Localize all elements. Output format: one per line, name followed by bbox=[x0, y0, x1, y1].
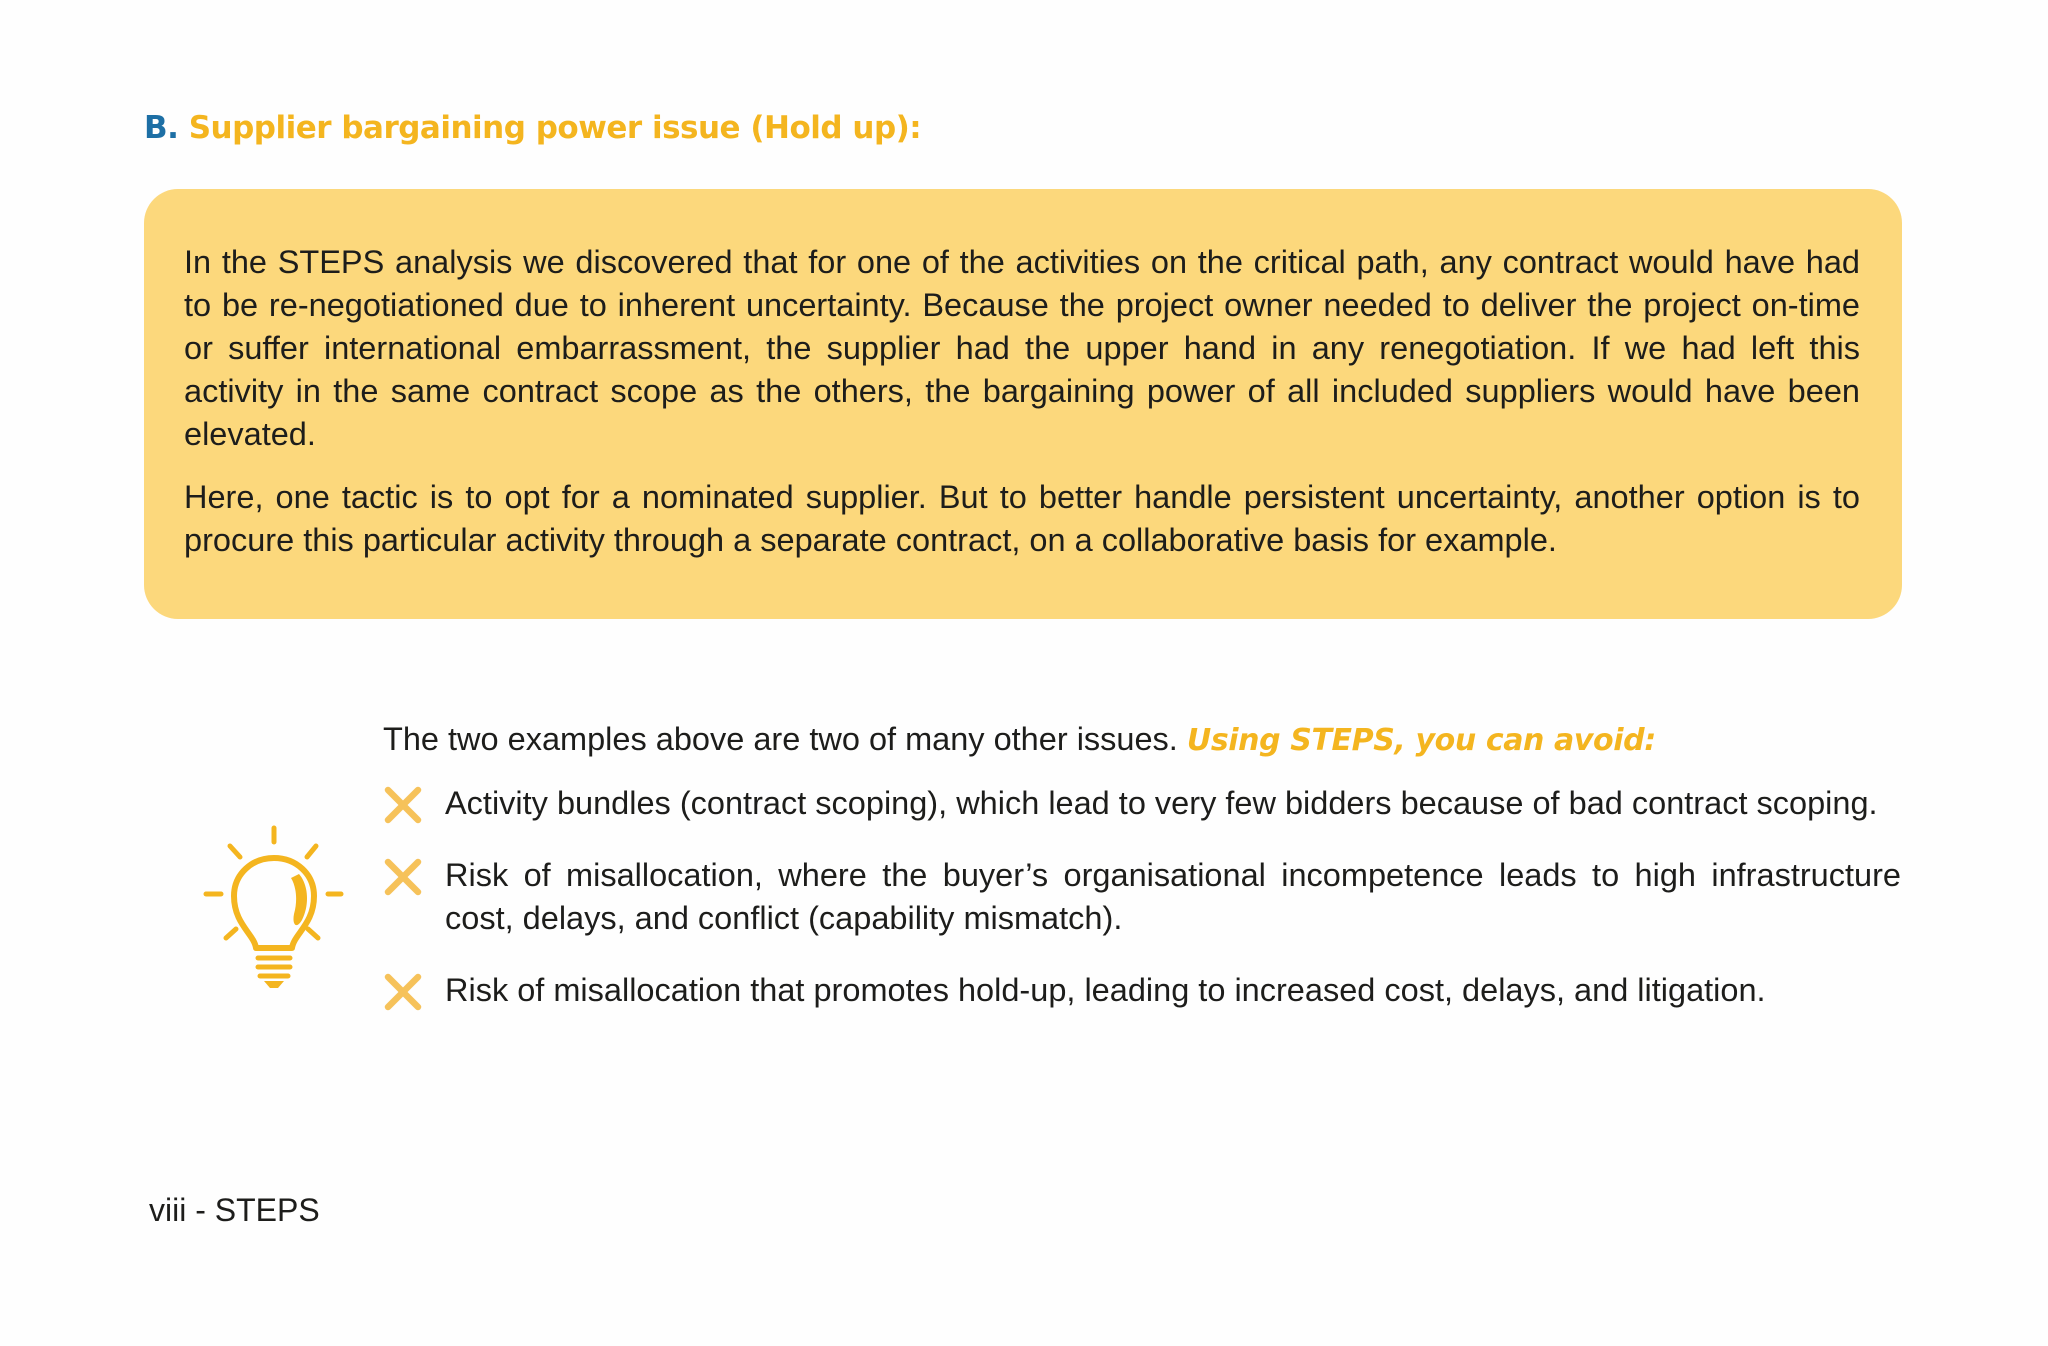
list-item-text: Risk of misallocation that promotes hold-up, leading to increased cost, delays, and litigation. bbox=[445, 972, 1766, 1008]
avoid-list bbox=[383, 782, 1901, 1012]
list-item bbox=[383, 854, 1901, 940]
callout-paragraph: Here, one tactic is to opt for a nominated supplier. But to better handle persistent uncertainty, another option is to procure this particular activity through a separate contract, on a collaborative basis for example. bbox=[184, 479, 1860, 558]
list-item-text: Activity bundles (contract scoping), which lead to very few bidders because of bad contract scoping. bbox=[445, 785, 1878, 821]
list-item-text: Risk of misallocation, where the buyer’s organisational incompetence leads to high infrastructure cost, delays, and conflict (capability mismatch). bbox=[445, 857, 1901, 936]
section-heading bbox=[144, 110, 921, 146]
list-item bbox=[383, 969, 1901, 1012]
list-item bbox=[383, 782, 1901, 825]
page-footer: viii - STEPS bbox=[149, 1192, 320, 1228]
avoid-emphasis: Using STEPS, you can avoid: bbox=[1186, 723, 1656, 758]
lightbulb-icon bbox=[196, 820, 346, 990]
x-mark-icon bbox=[383, 857, 423, 897]
section-letter: B. bbox=[144, 110, 179, 146]
section-title: Supplier bargaining power issue (Hold up): bbox=[188, 110, 922, 146]
avoid-intro bbox=[383, 718, 1901, 762]
callout-paragraph: In the STEPS analysis we discovered that for one of the activities on the critical path, any contract would have had to be re-negotiationed due to inherent uncertainty. Because the project owner needed to deliver the project on-time or suffer international embarrassment, the supplier had the upper hand in any renegotiation. If we had left this activity in the same contract scope as the others, the bargaining power of all included suppliers would have been elevated. bbox=[184, 244, 1860, 452]
avoid-section bbox=[383, 718, 1901, 1041]
x-mark-icon bbox=[383, 972, 423, 1012]
callout-box bbox=[144, 189, 1902, 619]
avoid-intro-text: The two examples above are two of many other issues. bbox=[383, 721, 1178, 757]
x-mark-icon bbox=[383, 785, 423, 825]
